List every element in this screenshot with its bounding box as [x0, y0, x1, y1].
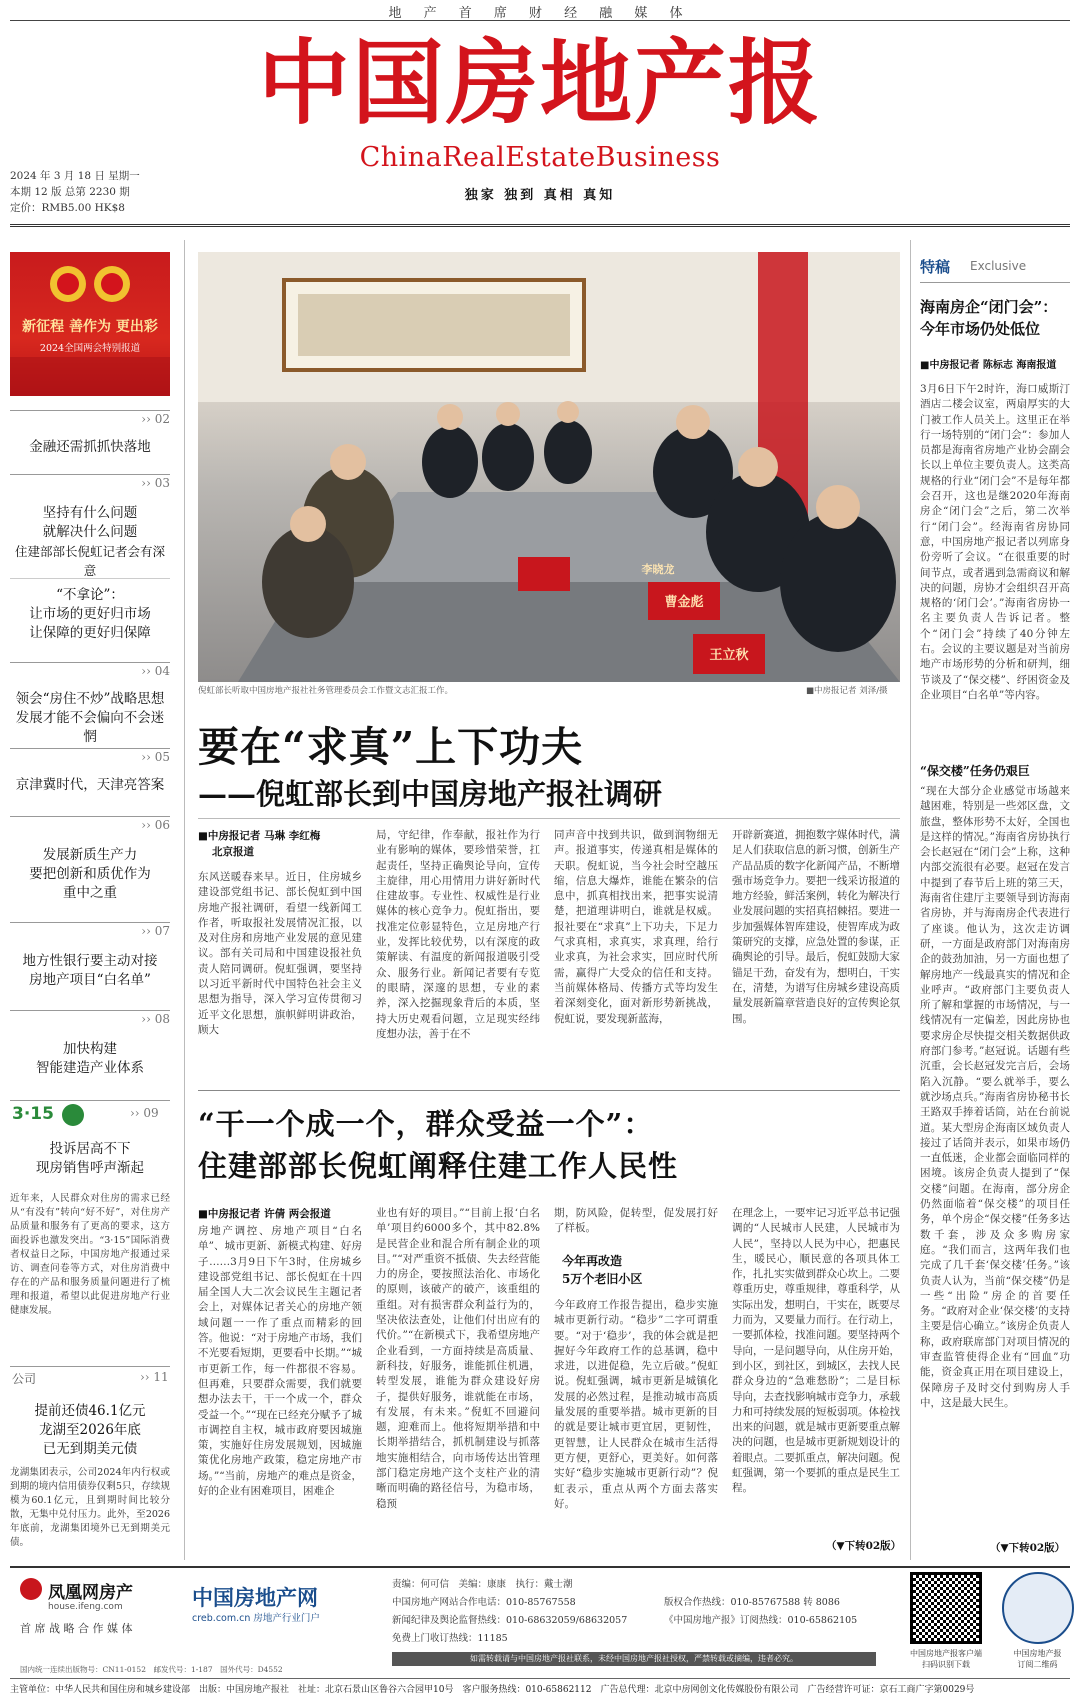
photo-credit: ■中房报记者 刘泽/摄 — [806, 686, 888, 696]
toc-item-03b[interactable]: “不拿论”： 让市场的更好归市场 让保障的更好归保障 — [29, 587, 151, 641]
second-col-3: 期，防风险，促转型，促发展打好了样板。 — [554, 1207, 718, 1235]
masthead-title-en: ChinaRealEstateBusiness — [359, 142, 721, 173]
masthead-motto: 独家 独到 真相 真知 — [464, 188, 616, 203]
toc-page-06: ›› 06 — [10, 816, 170, 832]
special-subhead: “保交楼”任务仍艰巨 — [920, 764, 1030, 778]
consumer-badge-icon — [62, 1104, 84, 1126]
footer-copyright: 版权合作热线：010-85767588 转 8086 — [664, 1597, 840, 1608]
special-continued[interactable]: （▼下转02版） — [990, 1542, 1066, 1554]
second-col-2: 业也有好的项目。”“目前上报‘白名单’项目约6000多个，其中82.8%是民营企业和混合所有制企业的项目。”“对严重资不抵债、失去经营能力的房企，要按照法治化、市场化的原则，该破产的破产，该重组的重组。对有损害群众利益行为的，坚决依法查处，让他们付出应有的代价。”“在新模式下，我希望房地产企业看到，一方面持续是高质量、新科技，好服务，谁能抓住机遇，转型发展，谁能为群众建设好房子，提供好服务，谁就能在市场，有发展，有未来。”倪虹不回避问题，迎难而上。他将短期举措和中长期举措结合，抓机制建设与抓落地实施相结合，向市场传达出管理部门稳定房地产这个支柱产业的清晰而明确的路径信号，为稳市场，稳预 — [376, 1207, 540, 1510]
placard-2: 李晓龙 — [641, 563, 675, 576]
lead-col-3: 同声音中找到共识，做到润物细无声。报道事实，传递真相是媒体的天职。倪虹说，当今社会时空越压缩，信息大爆炸，谁能在繁杂的信息中，抓真相找出来，把事实说清楚，把道理讲明白，谁就是权威。报社要在“求真”上下功夫，下足力气求真相，求真实，求真理，给行业求真，为社会求实，回应时代所需，赢得广大受众的信任和支持。当前媒体格局、传播方式等均发生着深刻变化，面对新形势新挑战，倪虹说，要发现新蓝海， — [554, 829, 718, 1025]
second-headline-1[interactable]: “干一个成一个，群众受益一个”： — [198, 1107, 654, 1141]
second-subhead-2: 5万个老旧小区 — [562, 1272, 643, 1286]
two-sessions-banner[interactable] — [10, 252, 170, 396]
banner-slogan: 新征程 善作为 更出彩 — [22, 319, 158, 335]
second-col-3b: 今年政府工作报告提出，稳步实施城市更新行动。“稳步”二字可谓重要。“对于‘稳步’，我的体会就是把握好今年政府工作的总基调，稳中求进，以进促稳，先立后破。”倪虹说。倪虹强调，城市更新是城镇化发展的必然过程，是推动城市高质量发展的重要举措。城市更新的目的就是要让城市更宜居，更韧性，更智慧，让人民群众在城市生活得更方便，更舒心，更美好。如何落实好“稳步实施城市更新行动”？倪虹表示，重点从两个方面去落实好。 — [554, 1299, 718, 1510]
photo-caption: 倪虹部长听取中国房地产报社社务管理委员会工作暨文志汇报工作。 — [198, 686, 454, 696]
second-continued[interactable]: （▼下转02版） — [826, 1540, 902, 1552]
special-title-1[interactable]: 海南房企“闭门会”： — [920, 298, 1058, 316]
cnrn-url[interactable]: creb.com.cn 房地产行业门户 — [192, 1613, 320, 1624]
masthead-rule — [10, 224, 1070, 227]
toc-item-07[interactable]: 地方性银行要主动对接 房地产项目“白名单” — [22, 953, 158, 988]
special-tag-en: Exclusive — [970, 259, 1027, 273]
toc-item-08[interactable]: 加快构建 智能建造产业体系 — [36, 1041, 144, 1076]
toc-page-05: ›› 05 — [10, 748, 170, 764]
toc-page-11: ›› 11 — [140, 1370, 169, 1384]
special-para-1: 3月6日下午2时许，海口威斯汀酒店二楼会议室，两扇厚实的大门被工作人员关上。这里正在举行一场特别的“闭门会”：参加人员都是海南省房地产业协会副会长以上单位主要负责人。这类高规格的行业“闭门会”不是每年都会召开，这也是继2020年海南房企“闭门会”之后，第二次举行“闭门会”。经海南省房协同意，中国房地产报记者以列席身份旁听了会议。“在很重要的时间节点，或者遇到急需商议和解决的问题，房协才会组织召开高规格的‘闭门会’。”海南省房协一名主要负责人告诉记者。整个“闭门会”持续了40分钟左右。会议的主要议题是对当前房地产市场形势的分析和研判，细节谈及了“保交楼”、纾困资金及企业项目“白名单”等内容。 — [920, 383, 1070, 701]
qr-2-caption: 中国房地产报 订阅二维码 — [1013, 1649, 1062, 1669]
toc-page-08: ›› 08 — [10, 1010, 170, 1026]
footer-notice: 如需转载请与中国房地产报社联系，未经中国房地产报社授权，严禁转载或摘编，违者必究。 — [392, 1652, 876, 1666]
meeting-photo-illustration — [198, 252, 900, 682]
toc-item-03a[interactable]: 坚持有什么问题 就解决什么问题 住建部部长倪虹记者会有深意 — [14, 505, 165, 578]
lead-col-2: 局，守纪律，作奉献，报社作为行业有影响的媒体，要珍惜荣誉，扛起责任，坚持正确舆论导向，宣传主旋律，用心用情用力讲好新时代住建故事。专业性、权威性是行业媒体的核心竞争力。倪虹指出，要找准定位彰显特色，立足房地产行业，发挥比较优势，以有深度的政策解读、有温度的新闻报道吸引受众、服务行业。新闻记者要有专览的眼睛，深邃的思想，专业的素养，深入挖掘现象背后的本质，坚持大历史观看问题，立足现实经纬度想办法，善于在不 — [376, 829, 540, 1040]
consumer-body: 近年来，人民群众对住房的需求已经从“有没有”转向“好不好”，对住房产品质量和服务有了更高的要求，这方面投诉也激发突出。“3·15”国际消费者权益日之际，中国房地产报通过采访、调查问卷等方式，对住房消费中存在的产品和服务质量问题进行了梳理和报道，希望以此促进房地产行业健康发展。 — [10, 1193, 170, 1316]
banner-sub: 2024全国两会特别报道 — [39, 343, 141, 354]
lead-byline: ■中房报记者 马琳 李红梅 — [198, 830, 321, 842]
placard-1: 曹金彪 — [664, 595, 704, 610]
special-title-2[interactable]: 今年市场仍处低位 — [920, 320, 1041, 338]
footer-subscribe: 《中国房地产报》订阅热线：010-65862105 — [664, 1615, 858, 1626]
top-rule — [10, 20, 1070, 21]
lead-col-1: 东风送暖春来早。近日，住房城乡建设部党组书记、部长倪虹到中国房地产报社调研，看望一线新闻工作者，听取报社发展情况汇报，以及对住房和房地产业发展的意见建议。部有关司局和中国建设报社负责人陪同调研。倪虹强调，要坚持以习近平新时代中国特色社会主义思想为指导，深入学习宣传贯彻习近平文化思想，旗帜鲜明讲政治，顾大 — [198, 871, 362, 1036]
subscribe-qr-code-icon[interactable] — [1002, 1572, 1074, 1644]
special-byline: ■中房报记者 陈标志 海南报道 — [920, 360, 1057, 371]
issue-number: 本期 12 版 总第 2230 期 — [10, 186, 130, 198]
toc-page-04: ›› 04 — [10, 662, 170, 678]
issue-date: 2024 年 3 月 18 日 星期一 — [10, 170, 140, 182]
toc-page-09: ›› 09 — [130, 1106, 159, 1120]
app-qr-code-icon[interactable] — [910, 1572, 982, 1644]
second-headline-2[interactable]: 住建部部长倪虹阐释住建工作人民性 — [198, 1149, 679, 1183]
footer-bottom: 主管单位：中华人民共和国住房和城乡建设部 出版：中国房地产报社 社址：北京石景山区鲁谷六合园甲10号 客户服务热线：010-65862112 广告总代理：北京中房网创文化传媒股份有限公司 广告经营许可证：京石工商广字第0029号 — [10, 1685, 975, 1695]
footer-hotline: 中国房地产网站合作电话：010-85767558 — [392, 1597, 576, 1608]
toc-item-06[interactable]: 发展新质生产力 要把创新和质优作为 重中之重 — [29, 847, 151, 901]
placard-3: 王立秋 — [709, 648, 749, 663]
company-label: 公司 — [12, 1372, 37, 1386]
toc-item-02[interactable]: 金融还需抓抓快落地 — [29, 439, 151, 455]
lead-photo[interactable] — [198, 252, 900, 682]
special-para-2: “现在大部分企业感觉市场越来越困难，特别是一些郊区盘，文旅盘，整体形势不太好，全国也是这样的情况。”海南省房协执行会长赵冠在“闭门会”上称，这种内部交流很有必要。赵冠在发言中提到了春节后上班的第三天，海南省住建厅主要领导到访海南省房协，并与海南房企代表进行了座谈。他认为，这次走访调研，一方面是政府部门对海南房企的鼓劲加油，另一方面也想了解房地产一线最真实的情况和企业呼声。“政府部门主要负责人所了解和掌握的市场情况，与一线情况有一定偏差，因此房协也要求房企尽快提交相关数据供政府部门参考。”赵冠说。话题有些沉重，会长赵冠发完言后，会场陷入沉静。“要么就举手，要么就沙场点兵。”海南省房协秘书长王路双手捧着话筒，站在台前说道。某大型房企海南区域负责人接过了话筒并表示，如果市场仍一直低迷，企业都会面临同样的困境。该房企负责人提到了“保交楼”问题。在海南，部分房企仍然面临着“保交楼”的项目任务，单个房企“保交楼”任务多达数千套，涉及众多购房家庭。“我们而言，这两年我们也完成了几千套‘保交楼’任务。”该负责人认为，当前“保交楼”仍是一些“出险”房企的首要任务。“政府对企业‘保交楼’的支持主要是信心确立。”该房企负责人称，政府联席部门对项目情况的审查监管使得企业有“回血”功能，资金真正用在项目建设上，保障房子及时交付到购房人手中，这是最大民生。 — [920, 785, 1070, 1409]
lead-subheadline[interactable]: ——倪虹部长到中国房地产报社调研 — [198, 777, 663, 811]
ifeng-url[interactable]: house.ifeng.com — [48, 1602, 123, 1612]
second-col-4: 在理念上，一要牢记习近平总书记强调的“人民城市人民建，人民城市为人民”，坚持以人民为中心，把惠民生，暖民心，顺民意的各项具体工作，扎扎实实做到群众心坎上。二要尊重历史，尊重规律，尊重科学，从实际出发，想明白，干实在，既要尽力而为，又要量力而行。在行动上，一要抓体检，找准问题。要坚持两个导向，一是问题导向，从住房开始，到小区，到社区，到城区，去找人民群众身边的“急难愁盼”；二是目标导向，去查找影响城市竞争力，承载力和可持续发展的短板弱项。体检找出来的问题，就是城市更新要重点解决的问题，也是城市更新规划设计的着眼点。二要抓重点，解决问题。倪虹强调，第一个要抓的重点是民生工程。 — [732, 1207, 900, 1495]
footer-codes: 国内统一连续出版物号：CN11-0152 邮发代号：1-187 国外代号：D4552 — [20, 1665, 283, 1674]
footer-free: 免费上门收订热线：11185 — [392, 1633, 508, 1644]
footer-discipline: 新闻纪律及舆论监督热线：010-68632059/68632057 — [392, 1615, 628, 1626]
masthead-title: 中国房地产报 — [257, 29, 822, 137]
issue-price: 定价：RMB5.00 HK$8 — [10, 202, 125, 214]
toc-item-04[interactable]: 领会“房住不炒”战略思想 发展才能不会偏向不会迷惘 — [15, 691, 165, 745]
second-byline: ■中房报记者 许倩 两会报道 — [198, 1208, 331, 1220]
cnrn-name[interactable]: 中国房地产网 — [192, 1585, 318, 1610]
consumer-title[interactable]: 投诉居高不下 现房销售呼声渐起 — [36, 1141, 144, 1176]
ifeng-slogan: 首 席 战 略 合 作 媒 体 — [20, 1622, 133, 1635]
second-subhead-1: 今年再改造 — [562, 1254, 623, 1268]
second-col-1: 房地产调控、房地产项目“白名单”、城市更新、新模式构建、好房子……3月9日下午3时，住房城乡建设部党组书记、部长倪虹在十四届全国人大二次会议民生主题记者会上，对媒体记者关心的房地产领域问题一一作了重点而精彩的回答。他说：“对于房地产市场，我们不光要看短期，更要看中长期。”“城市更新工作，每一件都很不容易。但再难，只要群众需要，我们就要想办法去干，干一个成一个，群众受益一个。”“现在已经充分赋予了城市调控自主权，城市政府要因城施策，实施好住房发展规划，因城施策优化房地产政策，稳定房地产市场。”“当前，房地产的难点是资金，好的企业有困难项目，困难企 — [198, 1225, 362, 1498]
ifeng-logo-icon — [20, 1578, 42, 1600]
lead-col-4: 开辟新赛道，拥抱数字媒体时代，满足人们获取信息的新习惯，创新生产产品品质的数字化新闻产品，不断增强市场竞争力。要把一线采访报道的地方经验，鲜活案例，转化为解决行业发展问题的实招真招棘招。要进一步加强媒体智库建设，使智库成为政策研究的支撑，应急处置的参谋，正确舆论的引导。最后，倪虹鼓励大家锚足干劲，奋发有为，想明白，干实在，清楚，为谱写住房城乡建设高质量发展新篇章营造良好的宣传舆论氛围。 — [732, 829, 900, 1025]
lead-byline-place: 北京报道 — [212, 846, 254, 858]
qr-1-caption: 中国房地产报客户端 扫码识别下载 — [910, 1649, 982, 1669]
toc-page-07: ›› 07 — [10, 922, 170, 938]
footer-editors: 责编：何可信 美编：康康 执行：戴士潮 — [392, 1579, 573, 1590]
consumer-day-logo: 3·15 — [12, 1104, 54, 1124]
company-body: 龙湖集团表示，公司2024年内行权或到期的境内信用债券仅剩5只，存续规模为60.1亿元，且到期时间比较分散，无集中兑付压力。此外，至2026年底前，龙湖集团境外已无到期美元债。 — [10, 1467, 170, 1548]
toc-item-05[interactable]: 京津冀时代，天津亮答案 — [15, 777, 165, 793]
special-tag: 特稿 — [920, 258, 951, 276]
lead-headline[interactable]: 要在“求真”上下功夫 — [198, 723, 584, 771]
company-title[interactable]: 提前还债46.1亿元 龙湖至2026年底 已无到期美元债 — [34, 1403, 146, 1457]
toc-page-02: ›› 02 — [10, 410, 170, 426]
toc-page-03: ›› 03 — [10, 474, 170, 490]
masthead-slogan: 地 产 首 席 财 经 融 媒 体 — [388, 6, 692, 21]
ifeng-brand[interactable]: 凤凰网房产 — [48, 1583, 133, 1603]
